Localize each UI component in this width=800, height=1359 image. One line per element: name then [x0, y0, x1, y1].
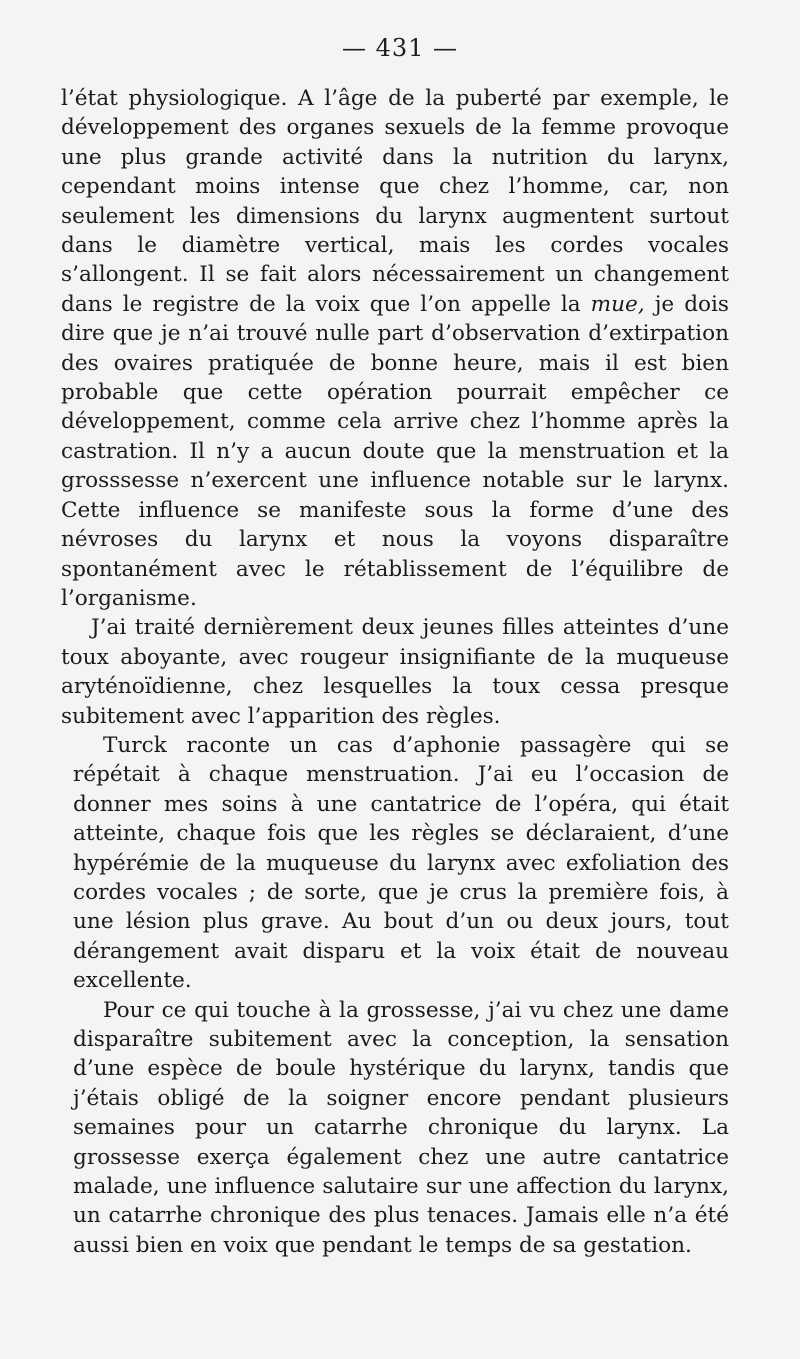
paragraph-1-text-after: je dois dire que je n’ai trouvé nulle part d’observation d’extirpation des ovaires pratiquée de bonne heure, mais il est bien probable que cette opération pourrait empêcher ce développement, comme cela arrive chez l’homme après la castration. Il n’y a aucun doute que la menstruation et la grosssesse n’exercent une influence notable sur le larynx. Cette influence se manifeste sous la forme d’une des névroses du larynx et nous la voyons disparaître spontanément avec le rétablissement de l’équilibre de l’organisme. [61, 291, 730, 611]
paragraph-1-text-before: l’état physiologique. A l’âge de la puberté par exemple, le développement des organes sexuels de la femme provoque une plus grande activité dans la nutrition du larynx, cependant moins intense que chez l’homme, car, non seulement les dimensions du larynx augmentent surtout dans le diamètre vertical, mais les cordes vocales s’allongent. Il se fait alors nécessairement un changement dans le registre de la voix que l’on appelle la [61, 86, 729, 317]
paragraph-4: Pour ce qui touche à la grossesse, j’ai vu chez une dame disparaître subitement avec la conception, la sensation d’une espèce de boule hystérique du larynx, tandis que j’étais obligé de la soigner encore pendant plusieurs semaines pour un catarrhe chronique du larynx. La grossesse exerça également chez une autre cantatrice malade, une influence salutaire sur une affection du larynx, un catarrhe chronique des plus tenaces. Jamais elle n’a été aussi bien en voix que pendant le temps de sa gestation. [73, 997, 729, 1258]
italic-term-mue: mue, [590, 291, 645, 317]
body-text [61, 84, 729, 1260]
page-number: — 431 — [341, 34, 459, 62]
paragraph-1 [61, 84, 729, 613]
paragraph-2: J’ai traité dernièrement deux jeunes filles atteintes d’une toux aboyante, avec rougeur insignifiante de la muqueuse aryténoïdienne, chez lesquelles la toux cessa presque subitement avec l’apparition des règles. [61, 615, 729, 729]
paragraph-3: Turck raconte un cas d’aphonie passagère qui se répétait à chaque menstruation. J’ai eu l’occasion de donner mes soins à une cantatrice de l’opéra, qui était atteinte, chaque fois que les règles se déclaraient, d’une hypérémie de la muqueuse du larynx avec exfoliation des cordes vocales ; de sorte, que je crus la première fois, à une lésion plus grave. Au bout d’un ou deux jours, tout dérangement avait disparu et la voix était de nouveau excellente. [73, 732, 729, 994]
